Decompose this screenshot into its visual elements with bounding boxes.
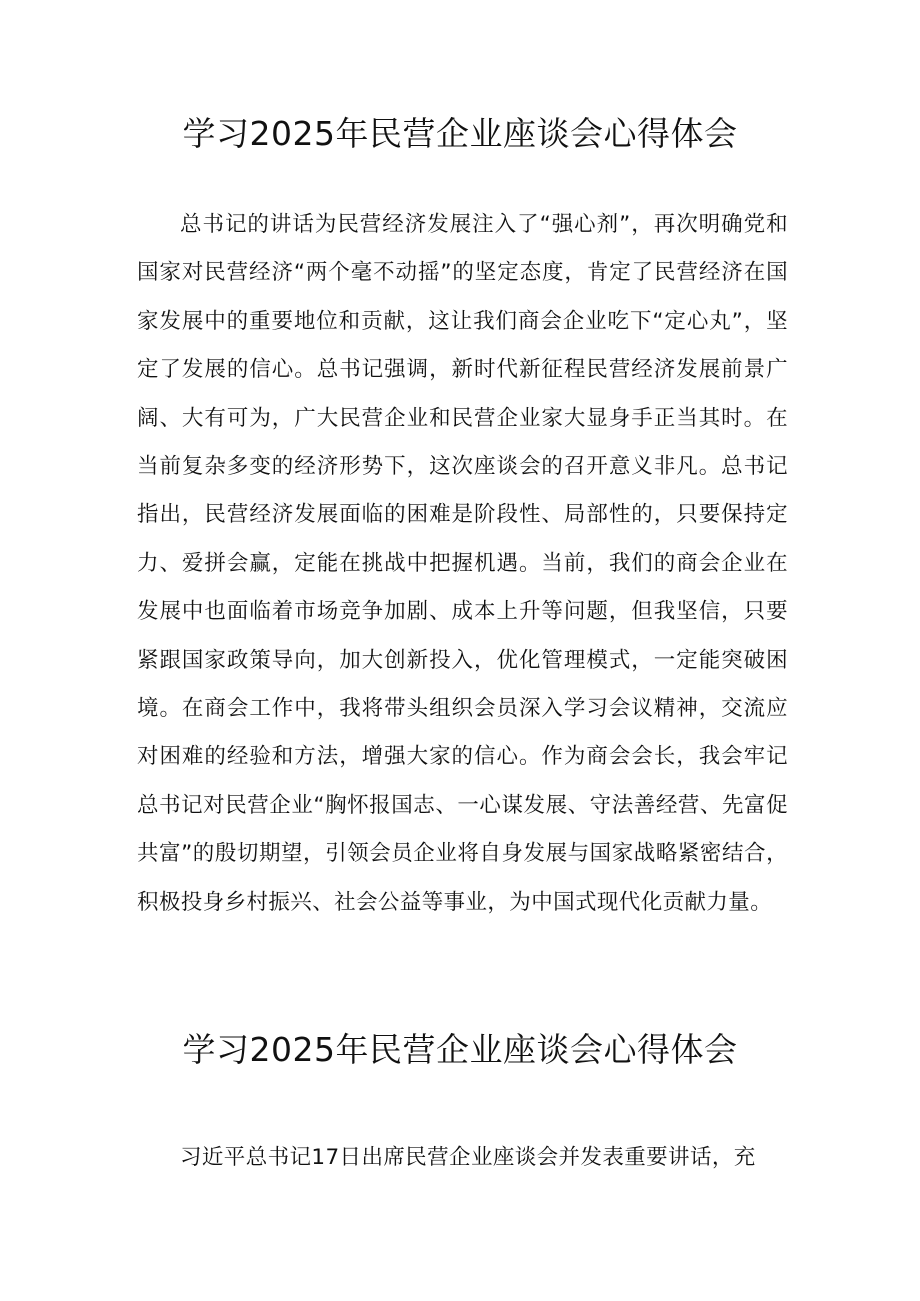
section-1-title: 学习2025年民营企业座谈会心得体会 — [182, 114, 738, 153]
section-2-paragraph: 习近平总书记17日出席民营企业座谈会并发表重要讲话，充 — [180, 1145, 756, 1170]
section-1-paragraph: 总书记的讲话为民营经济发展注入了“强心剂”，再次明确党和国家对民营经济“两个毫不动摇”的坚定态度，肯定了民营经济在国家发展中的重要地位和贡献，这让我们商会企业吃下“定心丸”，坚定了发展的信心。总书记强调，新时代新征程民营经济发展前景广阔、大有可为，广大民营企业和民营企业家大显身手正当其时。在当前复杂多变的经济形势下，这次座谈会的召开意义非凡。总书记指出，民营经济发展面临的困难是阶段性、局部性的，只要保持定力、爱拼会赢，定能在挑战中把握机遇。当前，我们的商会企业在发展中也面临着市场竞争加剧、成本上升等问题，但我坚信，只要紧跟国家政策导向，加大创新投入，优化管理模式，一定能突破困境。在商会工作中，我将带头组织会员深入学习会议精神，交流应对困难的经验和方法，增强大家的信心。作为商会会长，我会牢记总书记对民营企业“胸怀报国志、一心谋发展、守法善经营、先富促共富”的殷切期望，引领会员企业将自身发展与国家战略紧密结合，积极投身乡村振兴、社会公益等事业，为中国式现代化贡献力量。 — [137, 212, 788, 915]
section-2-title: 学习2025年民营企业座谈会心得体会 — [182, 1030, 738, 1069]
